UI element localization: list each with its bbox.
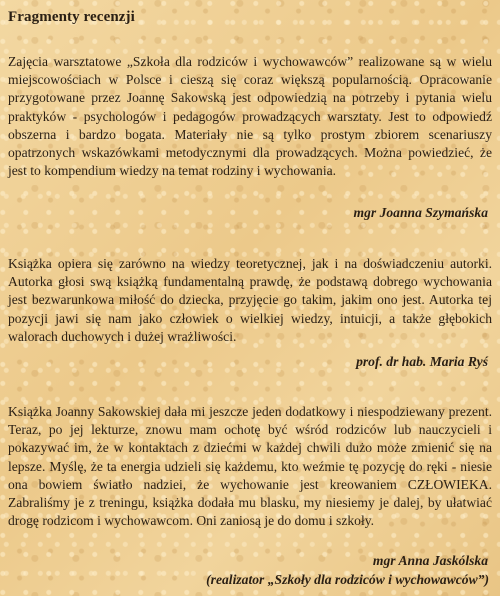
review-author: mgr Joanna Szymańska — [353, 205, 488, 220]
review-author: prof. dr hab. Maria Ryś — [356, 354, 488, 369]
review-page — [8, 0, 492, 596]
review-text: Zajęcia warsztatowe „Szkoła dla rodziców i wychowawców” realizowane są w wielu miejscowościach w Polsce i cieszą się coraz większą popularnością. Opracowanie przygotowane przez Joannę Sakowską jest odpowiedzią na potrzeby i pytania wielu praktyków - psychologów i pedagogów prowadzących warsztaty. Jest to odpowiedź obszerna i bardzo bogata. Materiały nie są tylko prostym zbiorem scenariuszy opatrzonych wskazówkami metodycznymi dla prowadzących. Można powiedzieć, że jest to kompendium wiedzy na temat rodziny i wychowania. — [8, 54, 492, 179]
review-text: Książka opiera się zarówno na wiedzy teoretycznej, jak i na doświadczeniu autorki. Autorka głosi swą książką fundamentalną prawdę, że podstawą dobrego wychowania jest bezwarunkowa miłość do dziecka, przyjęcie go takim, jakim ono jest. Autorka tej pozycji jawi się nam jako człowiek o wielkiej wiedzy, intuicji, a także głębokich walorach duchowych i dużej wrażliwości. — [8, 256, 492, 344]
review-text: Książka Joanny Sakowskiej dała mi jeszcze jeden dodatkowy i niespodziewany prezent. Teraz, po jej lekturze, znowu mam ochotę być wśród rodziców lub nauczycieli i pokazywać im, że w kontaktach z dziećmi w każdej chwili dużo może zmienić się na lepsze. Myślę, że ta energia udzieli się każdemu, kto weźmie tę pozycję do ręki - niesie ona bowiem światło nadziei, że wychowanie jest kreowaniem CZŁOWIEKA. Zabraliśmy je z treningu, książka dodała mu blasku, my niesiemy je dalej, by ułatwiać drogę rodzicom i wychowawcom. Oni zaniosą je do domu i szkoły. — [8, 404, 492, 529]
review-author: mgr Anna Jaskólska — [372, 553, 488, 568]
review-author-note: (realizator „Szkoły dla rodziców i wychowawców”) — [206, 572, 489, 587]
section-heading: Fragmenty recenzji — [8, 9, 135, 25]
